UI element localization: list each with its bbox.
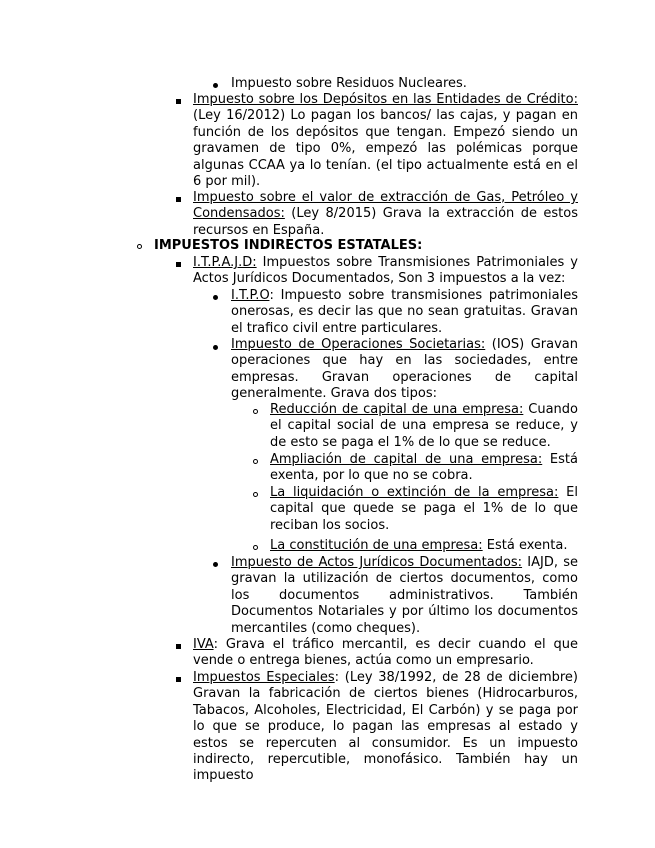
item-heading: Reducción de capital de una empresa:: [270, 402, 524, 417]
item-heading: Impuesto sobre los Depósitos en las Entidades de Crédito:: [193, 92, 578, 107]
list-item-ios: [231, 337, 578, 403]
item-heading: I.T.P.O: [231, 288, 270, 303]
bullet-circle-icon: [253, 545, 258, 550]
list-item-depositos: [193, 92, 578, 190]
item-text: : (Ley 38/1992, de 28 de diciembre) Gravan la fabricación de ciertos bienes (Hidrocarburos, Tabacos, Alcoholes, Electricidad, El Carbón) y se paga por lo que se produce, lo pagan las empresas al estado y estos se repercuten al consumidor. Es un impuesto indirecto, repercutible, monofásico. También hay un impuesto: [193, 670, 579, 784]
bullet-dot-icon: [213, 562, 218, 567]
item-text: Impuestos sobre Transmisiones Patrimoniales y Actos Jurídicos Documentados, Son 3 impuestos a la vez:: [193, 255, 578, 287]
item-text: Está exenta, por lo que no se cobra.: [270, 452, 578, 484]
list-item-reduccion: [270, 402, 578, 451]
bullet-dot-icon: [213, 83, 218, 88]
list-item-constitucion: [270, 538, 578, 554]
bullet-circle-icon: [253, 409, 258, 414]
item-text: El capital que quede se paga el 1% de lo que reciban los socios.: [270, 485, 578, 533]
list-item-ampliacion: [270, 452, 578, 485]
item-text: Impuesto sobre Residuos Nucleares.: [231, 76, 467, 91]
item-text: : Impuesto sobre transmisiones patrimoniales onerosas, es decir las que no sean gratuitas. Gravan el trafico civil entre particulares.: [231, 288, 578, 336]
item-heading: IVA: [193, 637, 214, 652]
item-heading: Ampliación de capital de una empresa:: [270, 452, 543, 467]
list-item-gas: [193, 190, 578, 239]
bullet-circle-icon: [253, 492, 258, 497]
item-heading: La constitución de una empresa:: [270, 538, 483, 553]
section-heading-indirectos: [154, 238, 579, 254]
bullet-square-icon: [176, 644, 181, 649]
item-text: (Ley 16/2012) Lo pagan los bancos/ las cajas, y pagan en función de los depósitos que tengan. Empezó siendo un gravamen de tipo 0%, empezó las polémicas porque algunas CCAA ya lo tenían. (el tipo actualmente está en el 6 por mil).: [193, 108, 578, 190]
list-item-liquidacion: [270, 485, 578, 534]
list-item-itpo: [231, 288, 578, 337]
list-item-especiales: [193, 670, 578, 785]
section-title: IMPUESTOS INDIRECTOS ESTATALES:: [154, 238, 423, 253]
item-heading: Impuesto de Operaciones Societarias:: [231, 337, 486, 352]
bullet-dot-icon: [213, 295, 218, 300]
bullet-circle-icon: [253, 459, 258, 464]
bullet-circle-icon: [137, 244, 142, 249]
item-heading: Impuestos Especiales: [193, 670, 335, 685]
item-text: (Ley 8/2015) Grava la extracción de estos recursos en España.: [193, 206, 578, 238]
list-item-itpajd: [193, 255, 578, 288]
bullet-square-icon: [176, 677, 181, 682]
item-text: IAJD, se gravan la utilización de ciertos documentos, como los documentos administrativos. También Documentos Notariales y por último los documentos mercantiles (como cheques).: [231, 555, 578, 636]
item-text: : Grava el tráfico mercantil, es decir cuando el que vende o entrega bienes, actúa como un empresario.: [193, 637, 578, 669]
item-heading: I.T.P.A.J.D:: [193, 255, 257, 270]
item-text: (IOS) Gravan operaciones que hay en las sociedades, entre empresas. Gravan operaciones de capital generalmente. Grava dos tipos:: [231, 337, 579, 402]
list-item-residuos: [231, 76, 581, 92]
item-heading: Impuesto sobre el valor de extracción de Gas, Petróleo y Condensados:: [193, 190, 578, 222]
item-heading: Impuesto de Actos Jurídicos Documentados:: [231, 555, 523, 570]
item-text: Está exenta.: [482, 538, 568, 553]
bullet-square-icon: [176, 262, 181, 267]
item-heading: La liquidación o extinción de la empresa:: [270, 485, 559, 500]
list-item-iva: [193, 637, 578, 670]
bullet-dot-icon: [213, 345, 218, 350]
bullet-square-icon: [176, 99, 181, 104]
bullet-square-icon: [176, 197, 181, 202]
list-item-iajd: [231, 555, 578, 637]
item-text: Cuando el capital social de una empresa se reduce, y de esto se paga el 1% de lo que se reduce.: [270, 402, 578, 450]
